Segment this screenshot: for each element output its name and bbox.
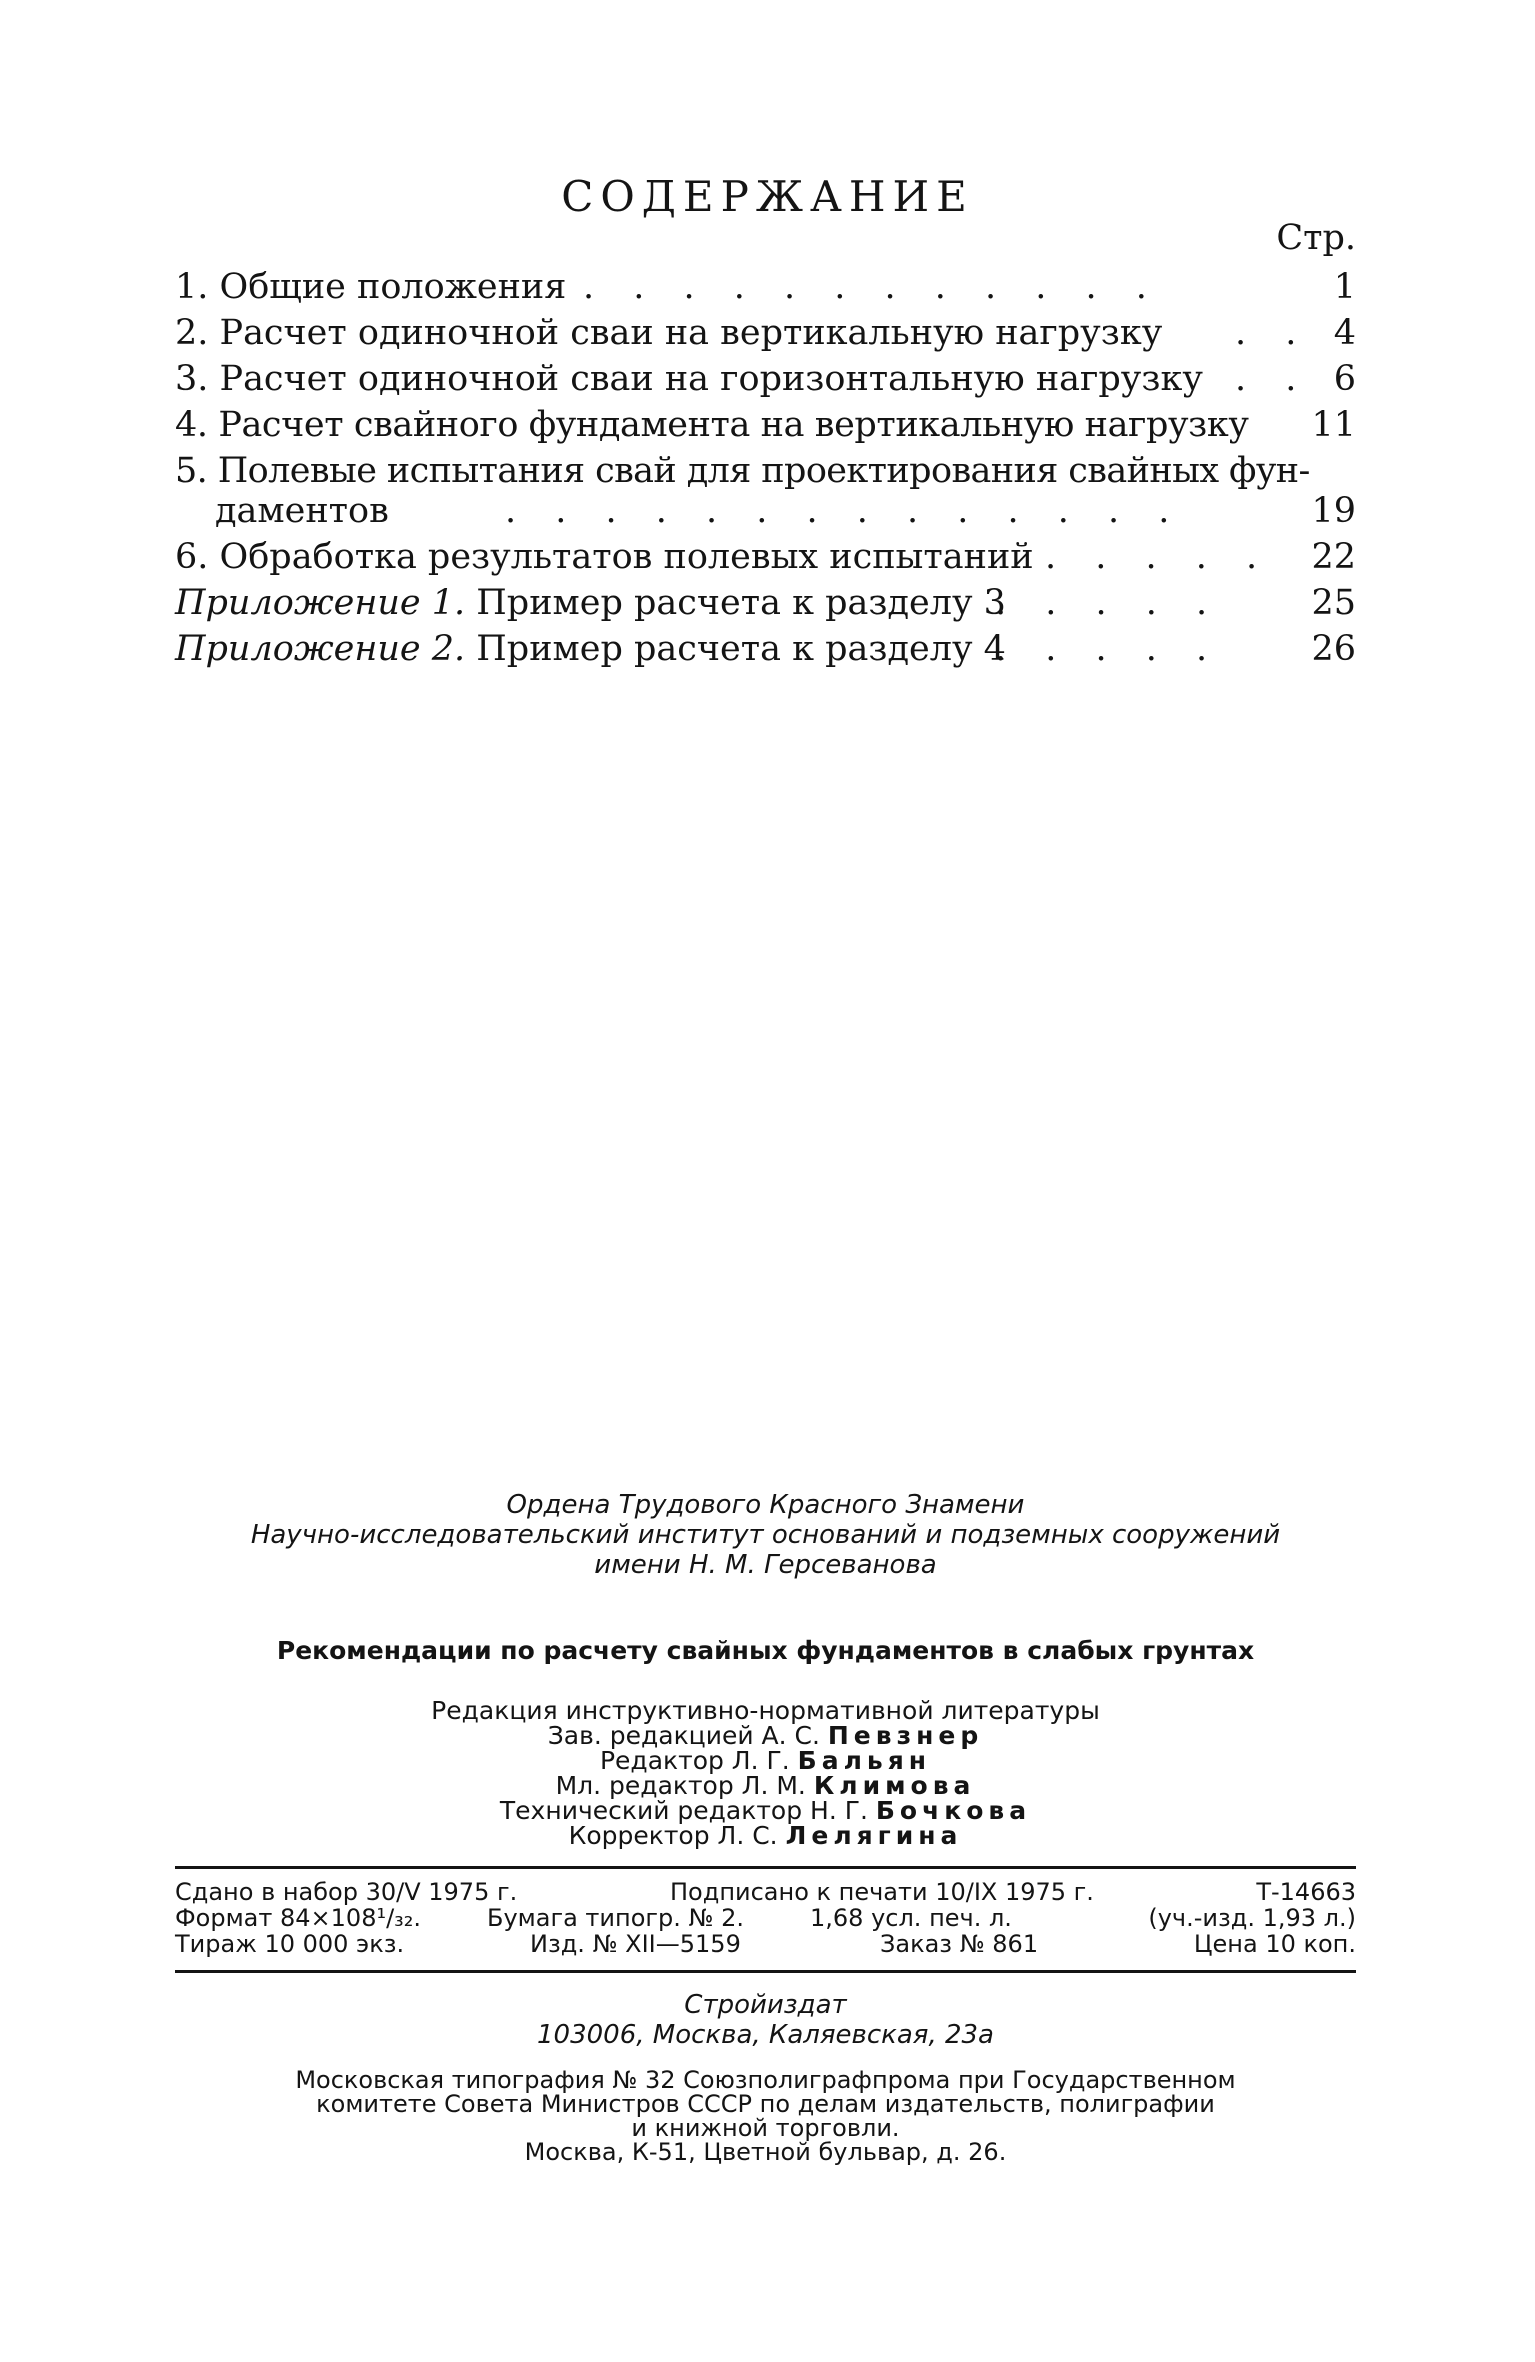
toc-entry-label xyxy=(175,626,1006,672)
toc-entry[interactable] xyxy=(175,580,1356,626)
toc-entry-label xyxy=(175,580,1006,626)
publisher-block xyxy=(175,1990,1356,2050)
toc-entry-page: 26 xyxy=(1311,629,1356,669)
org-line: Ордена Трудового Красного Знамени xyxy=(506,1490,1025,1520)
toc-entry[interactable] xyxy=(175,402,1356,448)
credit-role: Редакция инструктивно-нормативной литературы xyxy=(431,1696,1100,1725)
appendix-label: Приложение 2. xyxy=(175,629,466,669)
page-column-header: Стр. xyxy=(1276,218,1356,258)
toc-entry-label: 3. Расчет одиночной сваи на горизонтальную нагрузку xyxy=(175,359,1203,399)
credit-role: Зав. редакцией А. С. xyxy=(547,1721,820,1750)
org-line: имени Н. М. Герсеванова xyxy=(594,1550,937,1580)
printer-block xyxy=(175,2068,1356,2164)
pub-cell: Тираж 10 000 экз. xyxy=(175,1930,405,1958)
toc-entry[interactable] xyxy=(175,264,1356,310)
appendix-title: Пример расчета к разделу 4 xyxy=(465,629,1006,669)
toc-entry-label: 1. Общие положения xyxy=(175,267,567,307)
credit-line xyxy=(175,1748,1356,1773)
toc-leader-dots: . . . . . xyxy=(995,583,1222,623)
pub-cell: 1,68 усл. печ. л. xyxy=(810,1904,1012,1932)
toc-entry-label: 5. Полевые испытания свай для проектирования свайных фун- xyxy=(175,451,1310,491)
toc-leader-dots: . . xyxy=(1235,359,1311,399)
printer-line: и книжной торговли. xyxy=(631,2114,900,2142)
toc-entry-page: 4 xyxy=(1333,313,1356,353)
toc-leader-dots: . . . . . xyxy=(995,629,1222,669)
toc-entry[interactable] xyxy=(175,356,1356,402)
toc-leader-dots: . . xyxy=(1235,313,1311,353)
toc-entry[interactable] xyxy=(175,310,1356,356)
org-line: Научно-исследовательский институт оснований и подземных сооружений xyxy=(250,1520,1281,1550)
credit-line xyxy=(175,1773,1356,1798)
credit-role: Корректор Л. С. xyxy=(568,1821,778,1850)
credit-surname: Бальян xyxy=(797,1746,932,1775)
credit-line xyxy=(175,1798,1356,1823)
publisher-name: Стройиздат xyxy=(684,1990,847,2020)
credit-role: Мл. редактор Л. М. xyxy=(555,1771,806,1800)
toc-entry[interactable] xyxy=(175,534,1356,580)
pub-row xyxy=(175,1930,1356,1956)
pub-cell: Т-14663 xyxy=(1256,1878,1356,1906)
credit-surname: Певзнер xyxy=(827,1721,984,1750)
credit-surname: Лелягина xyxy=(785,1821,963,1850)
toc-entry[interactable] xyxy=(175,626,1356,672)
toc-entry-page: 22 xyxy=(1311,537,1356,577)
credit-surname: Бочкова xyxy=(875,1796,1032,1825)
pub-cell: Изд. № XII—5159 xyxy=(530,1930,741,1958)
organization-block xyxy=(175,1490,1356,1580)
pub-row xyxy=(175,1904,1356,1930)
toc-entry-page: 11 xyxy=(1311,405,1356,445)
pub-cell: Сдано в набор 30/V 1975 г. xyxy=(175,1878,518,1906)
pub-cell: Подписано к печати 10/IX 1975 г. xyxy=(670,1878,1094,1906)
toc-entry-label-continued: даментов xyxy=(215,491,389,531)
printer-line: Москва, К-51, Цветной бульвар, д. 26. xyxy=(524,2138,1007,2166)
credit-role: Редактор Л. Г. xyxy=(599,1746,790,1775)
appendix-title: Пример расчета к разделу 3 xyxy=(465,583,1006,623)
toc-entry-page: 19 xyxy=(1311,491,1356,531)
toc-entry-label: 2. Расчет одиночной сваи на вертикальную нагрузку xyxy=(175,313,1163,353)
credit-line xyxy=(175,1698,1356,1723)
table-of-contents xyxy=(175,264,1356,672)
divider-bottom xyxy=(175,1970,1356,1973)
divider-top xyxy=(175,1866,1356,1869)
pub-cell: (уч.-изд. 1,93 л.) xyxy=(1148,1904,1356,1932)
toc-entry[interactable] xyxy=(175,448,1356,534)
printer-line: комитете Совета Министров СССР по делам издательств, полиграфии xyxy=(316,2090,1215,2118)
pub-cell: Цена 10 коп. xyxy=(1193,1930,1356,1958)
toc-entry-page: 6 xyxy=(1333,359,1356,399)
credit-line xyxy=(175,1723,1356,1748)
credit-line xyxy=(175,1823,1356,1848)
toc-entry-label: 6. Обработка результатов полевых испытаний xyxy=(175,537,1034,577)
toc-entry-page: 1 xyxy=(1333,267,1356,307)
book-title: Рекомендации по расчету свайных фундаментов в слабых грунтах xyxy=(276,1636,1255,1665)
appendix-label: Приложение 1. xyxy=(175,583,466,623)
pub-cell: Бумага типогр. № 2. xyxy=(487,1904,744,1932)
toc-entry-page: 25 xyxy=(1311,583,1356,623)
pub-cell: Формат 84×108¹/₃₂. xyxy=(175,1904,422,1932)
publisher-address: 103006, Москва, Каляевская, 23а xyxy=(537,2020,994,2050)
toc-leader-dots: . . . . . . . . . . . . xyxy=(583,267,1161,307)
editorial-credits xyxy=(175,1698,1356,1848)
pub-row xyxy=(175,1878,1356,1904)
credit-role: Технический редактор Н. Г. xyxy=(499,1796,868,1825)
credit-surname: Климова xyxy=(813,1771,976,1800)
toc-entry-label: 4. Расчет свайного фундамента на вертикальную нагрузку xyxy=(175,405,1249,445)
printer-line: Московская типография № 32 Союзполиграфпрома при Государственном xyxy=(295,2066,1236,2094)
toc-leader-dots: . . . . . xyxy=(1045,537,1272,577)
toc-title: СОДЕРЖАНИЕ xyxy=(561,172,974,221)
toc-leader-dots: . . . . . . . . . . . . . . xyxy=(505,491,1184,531)
pub-cell: Заказ № 861 xyxy=(880,1930,1039,1958)
